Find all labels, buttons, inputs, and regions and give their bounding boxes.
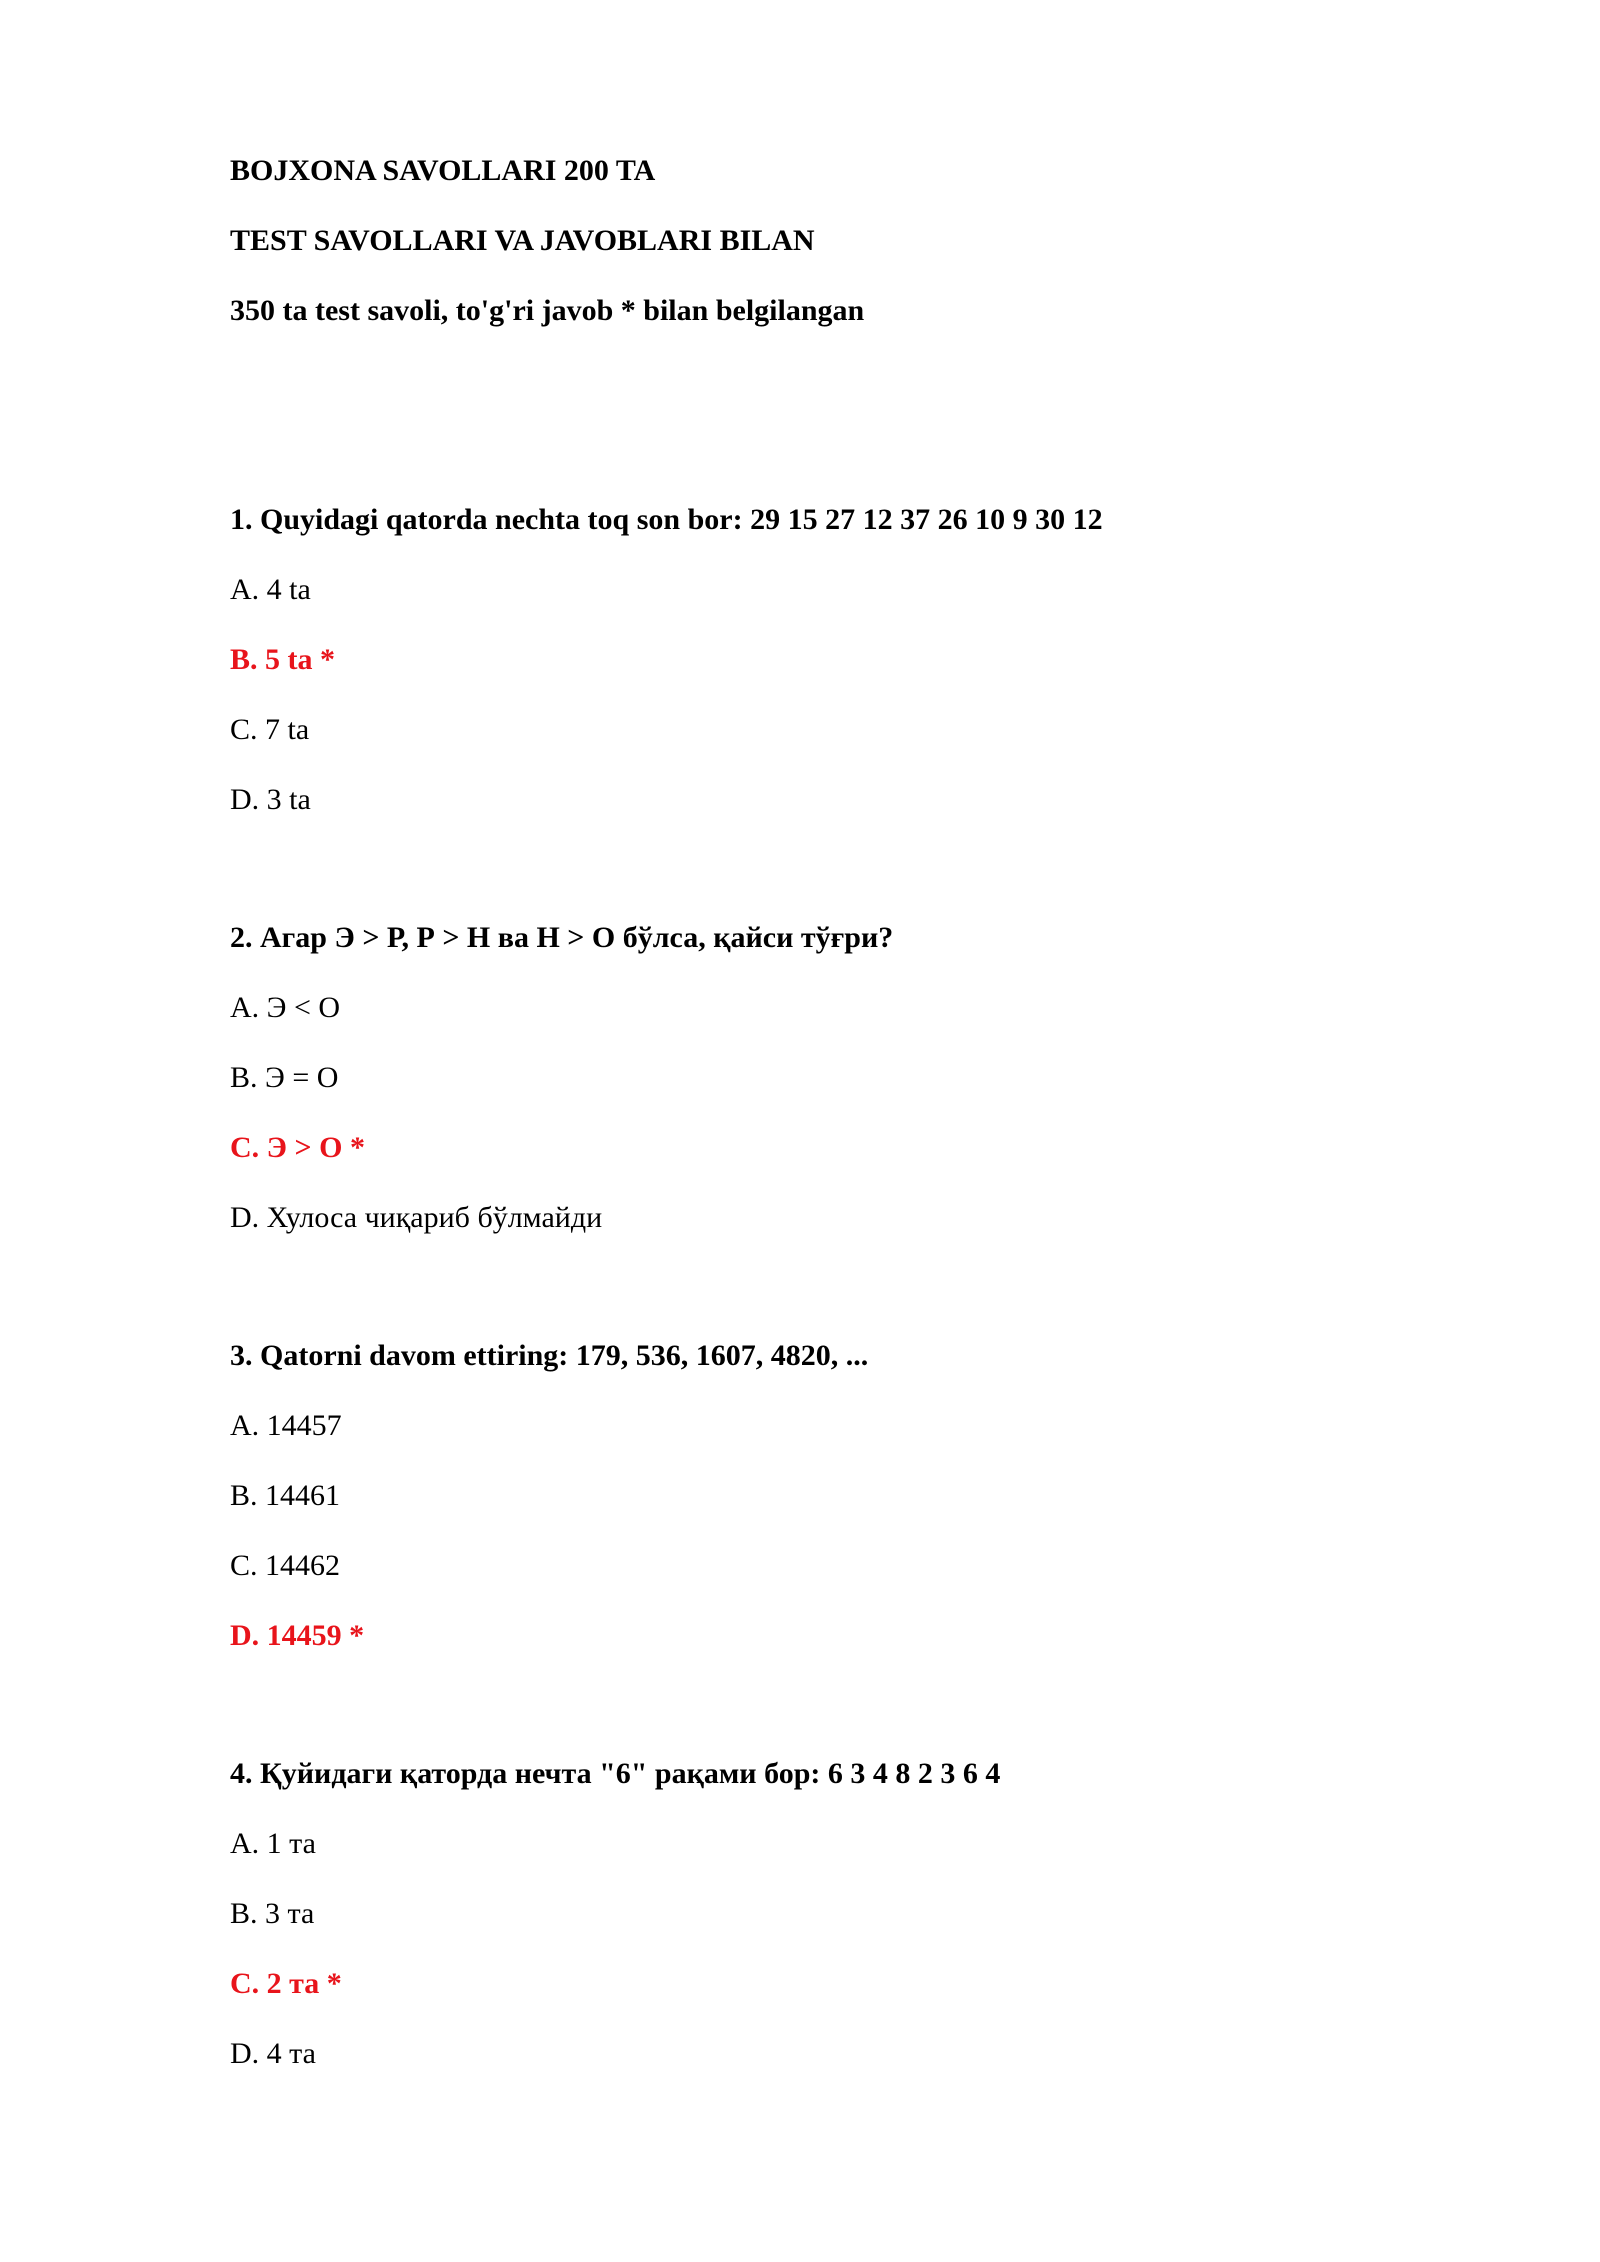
answer-option: D. Хулоса чиқариб бўлмайди — [230, 1201, 603, 1234]
question-text: 4. Қуйидаги қаторда нечта "6" рақами бор: 6 3 4 8 2 3 6 4 — [230, 1757, 1001, 1790]
answer-option: C. 7 ta — [230, 713, 310, 746]
question-text: 3. Qatorni davom ettiring: 179, 536, 1607, 4820, ... — [230, 1339, 869, 1372]
document-note: 350 ta test savoli, to'g'ri javob * bilan belgilangan — [230, 294, 865, 327]
correct-answer-option: C. 2 та * — [230, 1967, 342, 2000]
answer-option: A. 14457 — [230, 1409, 342, 1442]
correct-answer-option: B. 5 ta * — [230, 643, 335, 676]
correct-answer-option: C. Э > О * — [230, 1131, 365, 1164]
answer-option: B. 3 та — [230, 1897, 315, 1930]
document-subtitle: TEST SAVOLLARI VA JAVOBLARI BILAN — [230, 224, 815, 257]
answer-option: C. 14462 — [230, 1549, 341, 1582]
answer-option: B. 14461 — [230, 1479, 341, 1512]
correct-answer-option: D. 14459 * — [230, 1619, 365, 1652]
document-title: BOJXONA SAVOLLARI 200 TA — [230, 154, 656, 187]
question-text: 2. Агар Э > Р, Р > Н ва Н > О бўлса, қайси тўғри? — [230, 921, 894, 954]
answer-option: D. 4 та — [230, 2037, 316, 2070]
answer-option: B. Э = О — [230, 1061, 339, 1094]
answer-option: A. 1 та — [230, 1827, 316, 1860]
question-text: 1. Quyidagi qatorda nechta toq son bor: 29 15 27 12 37 26 10 9 30 12 — [230, 503, 1103, 536]
answer-option: D. 3 ta — [230, 783, 311, 816]
answer-option: A. Э < О — [230, 991, 341, 1024]
answer-option: A. 4 ta — [230, 573, 311, 606]
